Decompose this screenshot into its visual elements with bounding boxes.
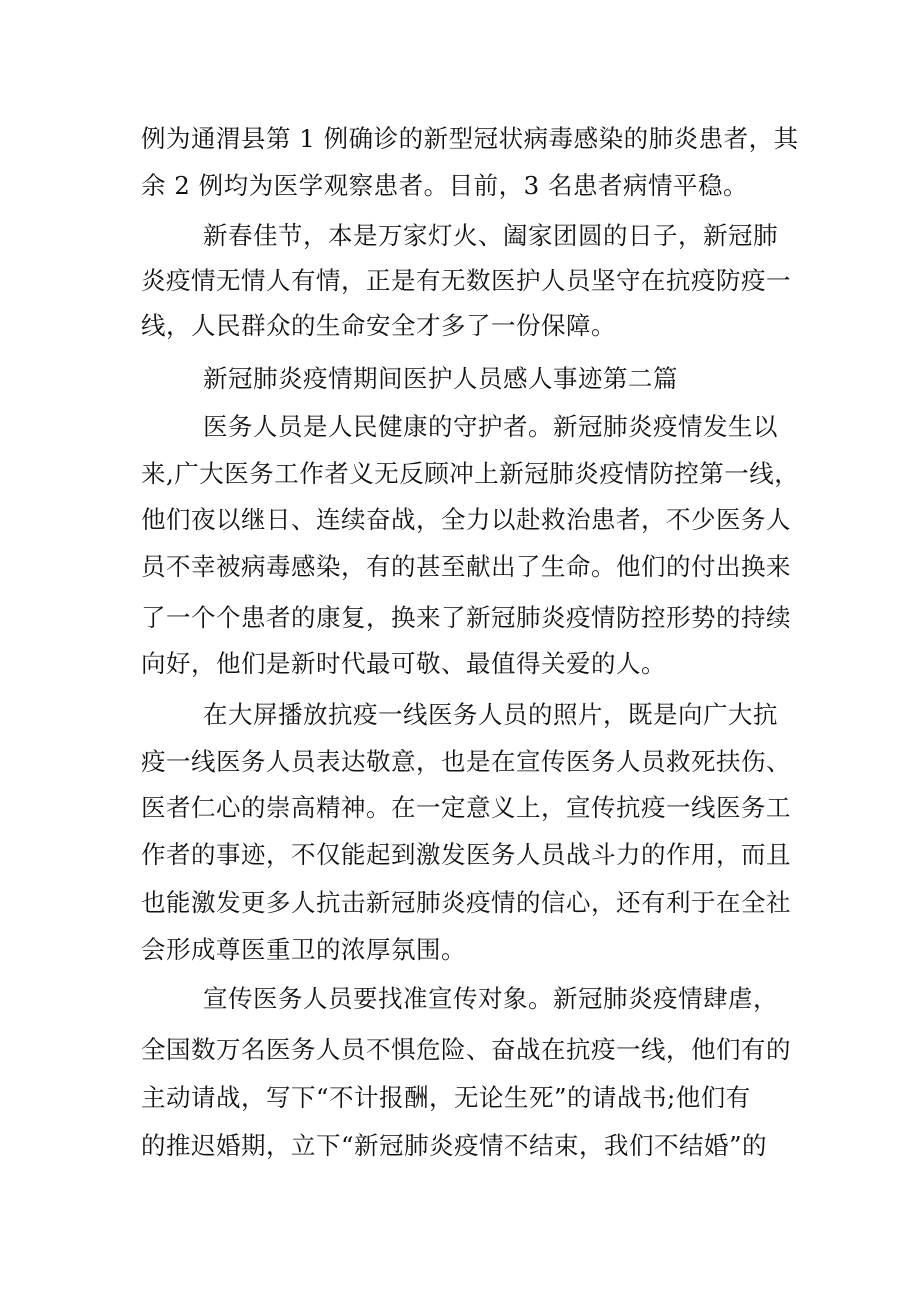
section-heading: 新冠肺炎疫情期间医护人员感人事迹第二篇: [203, 364, 678, 393]
text-line: 疫一线医务人员表达敬意，也是在宣传医务人员救死扶伤、: [141, 747, 791, 776]
text-line: 会形成尊医重卫的浓厚氛围。: [141, 935, 466, 964]
text-line: 员不幸被病毒感染，有的甚至献出了生命。他们的付出换来: [141, 552, 791, 581]
text-line: 了一个个患者的康复，换来了新冠肺炎疫情防控形势的持续: [141, 603, 791, 632]
paragraph-first-line: 宣传医务人员要找准宣传对象。新冠肺炎疫情肆虐，: [203, 984, 778, 1013]
text-line: 线，人民群众的生命安全才多了一份保障。: [141, 311, 616, 340]
text-line: 来,广大医务工作者义无反顾冲上新冠肺炎疫情防控第一线，: [141, 459, 800, 488]
paragraph-first-line: 在大屏播放抗疫一线医务人员的照片，既是向广大抗: [203, 700, 778, 729]
paragraph-first-line: 新春佳节，本是万家灯火、阖家团圆的日子，新冠肺: [203, 221, 778, 250]
text-line: 余 2 例均为医学观察患者。目前，3 名患者病情平稳。: [141, 171, 749, 200]
text-line: 例为通渭县第 1 例确诊的新型冠状病毒感染的肺炎患者，其: [141, 124, 799, 153]
text-line: 他们夜以继日、连续奋战，全力以赴救治患者，不少医务人: [141, 505, 791, 534]
text-line: 医者仁心的崇高精神。在一定意义上，宣传抗疫一线医务工: [141, 793, 791, 822]
paragraph-first-line: 医务人员是人民健康的守护者。新冠肺炎疫情发生以: [203, 412, 778, 441]
text-line: 炎疫情无情人有情，正是有无数医护人员坚守在抗疫防疫一: [141, 266, 791, 295]
text-line: 主动请战，写下“不计报酬，无论生死”的请战书;他们有: [141, 1083, 751, 1112]
text-line: 全国数万名医务人员不惧危险、奋战在抗疫一线，他们有的: [141, 1035, 791, 1064]
text-line: 也能激发更多人抗击新冠肺炎疫情的信心，还有利于在全社: [141, 888, 791, 917]
text-line: 作者的事迹，不仅能起到激发医务人员战斗力的作用，而且: [141, 840, 791, 869]
text-line: 向好，他们是新时代最可敬、最值得关爱的人。: [141, 649, 666, 678]
text-line: 的推迟婚期，立下“新冠肺炎疫情不结束，我们不结婚”的: [141, 1131, 768, 1160]
